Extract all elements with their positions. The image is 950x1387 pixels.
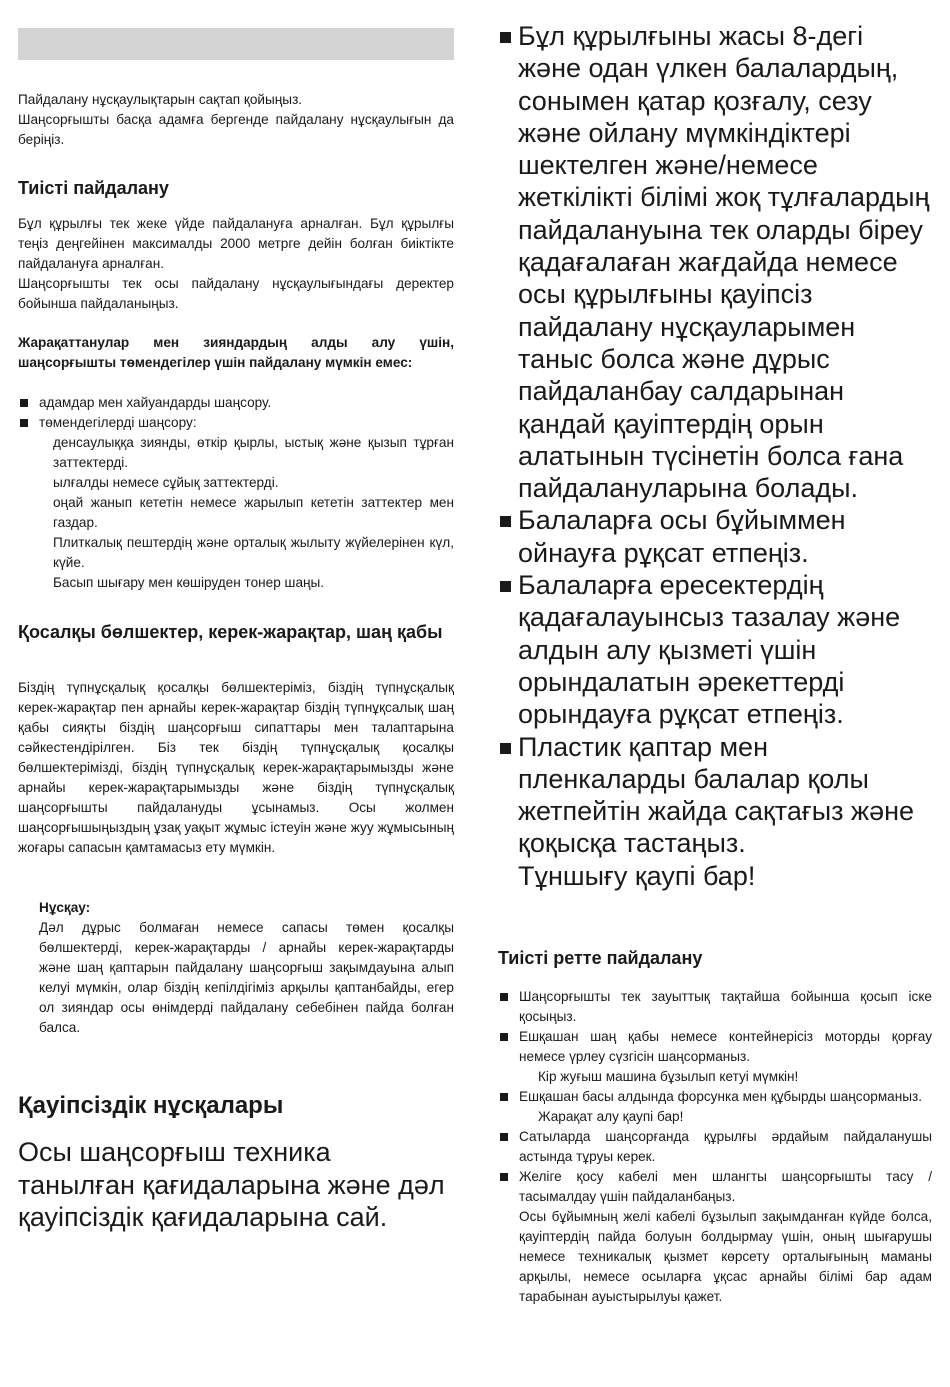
spare-parts-title: Қосалқы бөлшектер, керек-жарақтар, шаң қабы	[18, 622, 443, 642]
bullet-square-icon	[500, 1093, 508, 1101]
sub-list-item: ылғалды немесе сұйық заттектерді.	[53, 475, 279, 490]
bullet-square-icon	[500, 581, 511, 592]
cable-text: Осы бұйымның желі кабелі бұзылып зақымданған күйде болса, қауіптердің пайда болуын болдырмау үшін, оның шығарушы немесе техникалық қызмет көрсету орталығының маманы арқылы, немесе осыларға ұқсас арнайы білімі бар адам тарабынан ауыстырылуы қажет.	[519, 1209, 932, 1304]
sub-list-item: денсаулыққа зиянды, өткір қырлы, ыстық және қызып тұрған заттектерді.	[53, 435, 454, 470]
list-item: Пластик қаптар мен пленкаларды балалар қолы жетпейтін жайда сақтағыз және қоқысқа тастаңыз.	[498, 731, 932, 860]
list-item: Бұл құрылғыны жасы 8-дегі және одан үлкен балалардың, сонымен қатар қозғалу, сезу және ойлану мүмкіндіктері шектелген және/немесе жеткілікті білімі жоқ тұлғалардың пайдалануына тек оларды біреу қадағалаған жағдайда немесе осы құрылғыны қауіпсіз пайдалану нұсқауларымен таныс болса және дұрыс пайдаланбау салдарынан қандай қауіптердің орын алатынын түсінетін болса ғана пайдалануларына болады.	[498, 20, 932, 504]
safety-intro: Осы шаңсорғыш техника танылған қағидаларына және дәл қауіпсіздік қағидаларына сай.	[18, 1137, 445, 1232]
list-item: Желіге қосу кабелі мен шлангты шаңсорғышты тасу / тасымалдау үшін пайдаланбаңыз.	[498, 1167, 932, 1207]
proper-use-paragraph-2: Шаңсорғышты тек осы пайдалану нұсқаулығындағы деректер бойынша пайдаланыңыз.	[18, 276, 454, 311]
bullet-square-icon	[500, 32, 511, 43]
bullet-square-icon	[500, 516, 511, 527]
proper-use-title: Тиісті пайдалану	[18, 178, 169, 198]
bullet-square-icon	[500, 1033, 508, 1041]
note-text: Дәл дұрыс болмаған немесе сапасы төмен қосалқы бөлшектерді, керек-жарақтарды / арнайы керек-жарақтарды және шаң қаптарын пайдалану шаңсорғыш зақымдауына алып келуі мүмкін, олар біздің кепілдігіміз арқылы қаптанбайды, егер ол зияндар осы өнімдерді пайдалану себебінен пайда болған балса.	[39, 920, 454, 1035]
list-item: Шаңсорғышты тек зауыттық тақтайша бойынша қосып іске қосыңыз.	[498, 987, 932, 1027]
list-item: Балаларға осы бұйыммен ойнауға рұқсат етпеңіз.	[498, 504, 932, 569]
sub-list-item: Плиткалық пештердің және орталық жылыту жүйелерінен күл, күйе.	[53, 535, 454, 570]
bullet-square-icon	[500, 1173, 508, 1181]
list-item: Ешқашан шаң қабы немесе контейнерісіз моторды қорғау немесе үрлеу сүзгісін шаңсорманыз.	[498, 1027, 932, 1067]
bullet-square-icon	[500, 993, 508, 1001]
safety-title: Қауіпсіздік нұсқалары	[18, 1092, 284, 1119]
sub-list	[53, 433, 454, 593]
sub-list-item: оңай жанып кететін немесе жарылып кететін заттектер мен газдар.	[53, 495, 454, 530]
bullet-square-icon	[20, 419, 28, 427]
note-injury: Жарақат алу қаупі бар!	[538, 1109, 684, 1124]
sub-list-item: Басып шығару мен көшіруден тонер шаңы.	[53, 575, 325, 590]
list-item: адамдар мен хайуандарды шаңсору.	[18, 393, 454, 413]
note-block	[39, 898, 454, 1038]
proper-use-paragraph-1: Бұл құрылғы тек жеке үйде пайдалануға арналған. Бұл құрылғы теңіз деңгейінен максималды 2000 метрге дейін болған биіктікте пайдалануға арналған.	[18, 216, 454, 271]
list-item: төмендегілерді шаңсору:	[18, 413, 454, 433]
warning-list	[18, 393, 454, 433]
bullet-square-icon	[20, 399, 28, 407]
list-item: Сатыларда шаңсорғанда құрылғы әрдайым пайдаланушы астында тұруы керек.	[498, 1127, 932, 1167]
bullet-square-icon	[500, 743, 511, 754]
intro-line-2: Шаңсорғышты басқа адамға бергенде пайдалану нұсқаулығын да беріңіз.	[18, 112, 454, 147]
header-bar	[18, 28, 454, 60]
spare-parts-paragraph: Біздің түпнұсқалық қосалқы бөлшектеріміз, біздің түпнұсқалық керек-жарақтар пен арнайы керек-жарақтар біздің түпнұқсалық шаң қабы сияқты біздің шаңсорғыш сипаттары мен талаптарына сәйкестендірілген. Біз тек біздің түпнұсқалық қосалқы бөлшектерімізді, біздің түпнұсқалық керек-жарақтарымызды және арнайы керек-жарақтарымызды және біздің түпнұсқалық шаңсорғышты пайдалануды ұсынамыз. Осы жолмен шаңсорғышыңыздың ұзақ уақыт жұмыс істеуін және жуу жұмысының жоғары сапасын қамтамасыз ету мүмкін.	[18, 680, 454, 855]
safety-big-list	[498, 20, 932, 892]
list-item: Ешқашан басы алдында форсунка мен құбырды шаңсорманыз.	[498, 1087, 932, 1107]
intro-line-1: Пайдалану нұсқаулықтарын сақтап қойыңыз.	[18, 92, 303, 107]
proper-operation-list	[498, 987, 932, 1307]
note-label: Нұсқау:	[39, 900, 91, 915]
warning-heading: Жарақаттанулар мен зияндардың алды алу үшін, шаңсорғышты төмендегілер үшін пайдалану мүмкін емес:	[18, 335, 454, 370]
proper-operation-title: Тиісті ретте пайдалану	[498, 948, 703, 968]
bullet-square-icon	[500, 1133, 508, 1141]
note-washer: Кір жуғыш машина бұзылып кетуі мүмкін!	[538, 1069, 799, 1084]
list-item: Балаларға ересектердің қадағалауынсыз тазалау және алдын алу қызметі үшін орындалатын әрекеттерді орындауға рұқсат етпеңіз.	[498, 569, 932, 730]
suffocation-warning: Тұншығу қаупі бар!	[518, 860, 756, 891]
